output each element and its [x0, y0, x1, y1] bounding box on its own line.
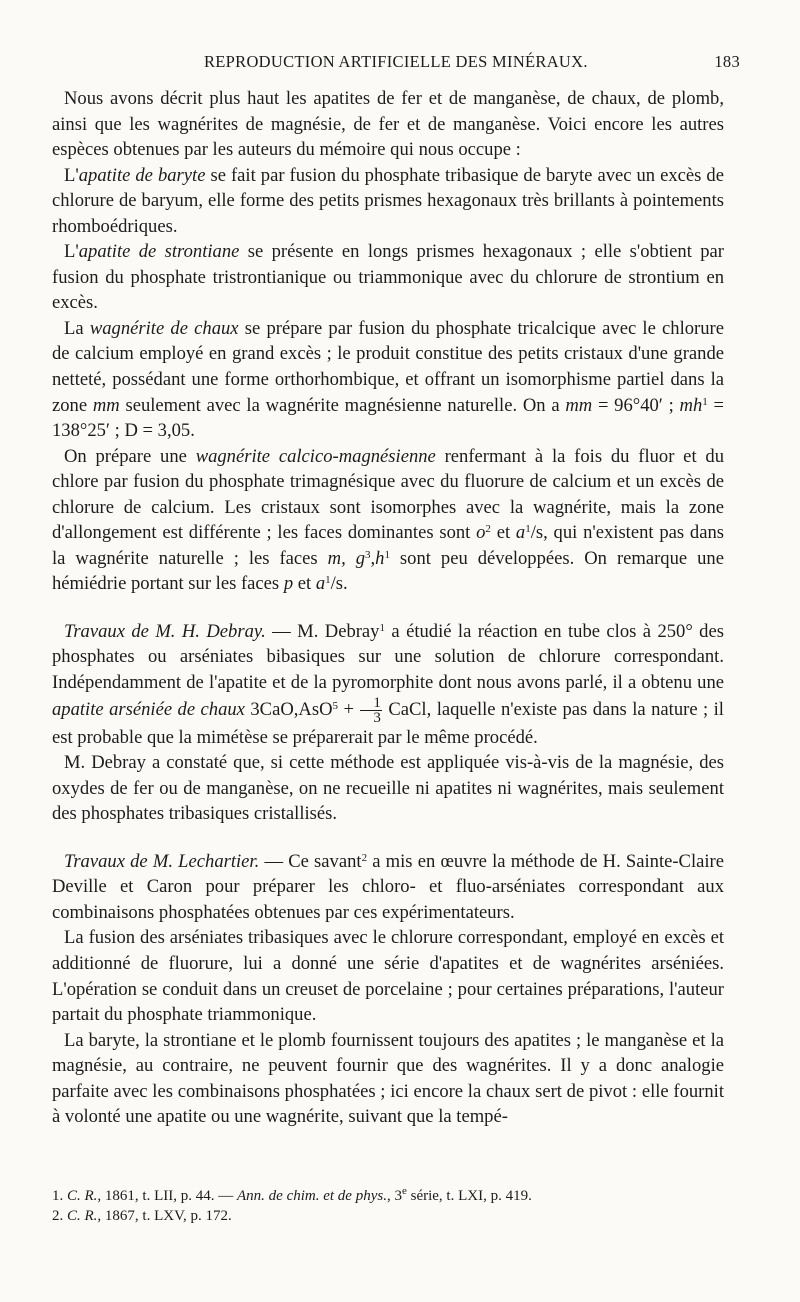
text-span: = 138°25′ ; D = 3,05.: [52, 394, 725, 442]
paragraph-lechartier: [52, 849, 724, 926]
fraction-denominator: 3: [373, 709, 381, 726]
paragraph-apatite-strontiane: [52, 239, 724, 316]
paragraph-debray: [52, 619, 724, 750]
text-span: seulement avec la wagnérite magnésienne naturelle. On a: [119, 394, 566, 416]
symbol: mm: [92, 394, 120, 416]
text-span: — M. Debray: [265, 620, 380, 642]
symbol: a: [515, 522, 526, 544]
footnote-source: C. R.: [63, 1208, 98, 1224]
text-span: et: [293, 573, 316, 595]
symbol: mm: [565, 394, 593, 416]
text-span: se prépare par fusion du phosphate tricalcique avec le chlorure de calcium employé en grand excès ; le produit constitue des petits cristaux d'une grande netteté, possédant une forme orthorhombique, et offrant un isomorphisme partiel dans la zone: [52, 317, 724, 416]
text-span: a étudié la réaction en tube clos à 250° des phosphates ou arséniates bibasiques sur une solution de chlorure correspondant. Indépendamment de l'apatite et de la pyromorphite dont nous avons parlé, il a obtenu une: [52, 620, 724, 694]
text-span: La: [64, 317, 90, 339]
symbol: a: [315, 573, 326, 595]
body-text: [52, 86, 724, 1130]
fraction-numerator: 1: [360, 696, 382, 711]
section-heading-lechartier: Travaux de M. Lechartier.: [64, 850, 260, 872]
text-span: , qui n'existent pas dans la wagnérite naturelle ; les faces: [52, 522, 724, 569]
superscript: 1: [325, 574, 331, 587]
footnote-ref: 2: [361, 851, 368, 864]
text-span: , 3: [386, 1188, 402, 1204]
footnote-source: Ann. de chim. et de phys.: [237, 1188, 387, 1204]
paragraph-intro: Nous avons décrit plus haut les apatites de fer et de manganèse, de chaux, de plomb, ainsi que les wagnérites de magnésie, de fer et de manganèse. Voici encore les autres espèces obtenues par les auteurs du mémoire qui nous occupe :: [52, 88, 724, 161]
text-span: On prépare une: [64, 445, 196, 467]
text-span: se présente en longs prismes hexagonaux ; elle s'obtient par fusion du phosphate tristrontianique ou triammonique avec du chlorure de strontium en excès.: [52, 241, 724, 314]
term-apatite-strontiane: apatite de strontiane: [78, 241, 240, 263]
symbol: o: [476, 522, 486, 544]
paragraph-wagnerite-calcico: [52, 444, 724, 597]
footnote-number: 2.: [52, 1208, 64, 1224]
header-title: REPRODUCTION ARTIFICIELLE DES MINÉRAUX.: [204, 52, 588, 71]
text-span: a mis en œuvre la méthode de H. Sainte-Claire Deville et Caron pour préparer les chloro- et fluo-arséniates correspondant aux combinaisons phosphatées obtenues par ces expérimentateurs.: [52, 850, 724, 923]
term-apatite-arseniee: apatite arséniée de chaux: [52, 698, 245, 720]
running-header: [204, 52, 740, 72]
paragraph-fusion: La fusion des arséniates tribasiques avec le chlorure correspondant, employé en excès et additionné de fluorure, lui a donné une série d'apatites et de wagnérites arséniées. L'opération se conduit dans un creuset de porcelaine ; pour certaines préparations, l'auteur partait du phosphate triammonique.: [52, 927, 724, 1026]
term-wagnerite-calcico-magnesienne: wagnérite calcico-magnésienne: [195, 445, 436, 467]
text-span: sont peu développées. On remarque une hémiédrie portant sur les faces: [52, 547, 724, 595]
footnote-1: [52, 1186, 752, 1206]
symbol: mh: [679, 394, 703, 416]
superscript: 1: [525, 523, 531, 536]
footnote-ref: 1: [379, 621, 385, 634]
paragraph-debray-2: M. Debray a constaté que, si cette méthode est appliquée vis-à-vis de la magnésie, des oxydes de fer ou de manganèse, on ne recueille ni apatites ni wagnérites, mais seulement des phosphates tribasiques cristallisés.: [52, 752, 724, 825]
text-span: , 1861, t. LII, p. 44. —: [97, 1188, 237, 1204]
superscript: 3: [365, 548, 371, 561]
text-span: +: [338, 698, 360, 720]
paragraph-baryte: La baryte, la strontiane et le plomb fournissent toujours des apatites ; le manganèse et la magnésie, au contraire, ne peuvent fournir que des wagnérites. Il y a donc analogie parfaite avec les combinaisons phosphatées ; ici encore la chaux sert de pivot : elle fournit à volonté une apatite ou une wagnérite, suivant que la tempé-: [52, 1029, 724, 1128]
footnote-2: [52, 1206, 752, 1226]
symbol: ,h: [370, 547, 385, 569]
superscript: 1: [702, 395, 708, 408]
text-span: CaCl, laquelle n'existe pas dans la nature ; il est probable que la mimétèse se préparerait par le même procédé.: [52, 698, 724, 748]
superscript: e: [401, 1185, 407, 1197]
text-span: renfermant à la fois du fluor et du chlore par fusion du phosphate trimagnésique avec du fluorure de calcium et un excès de chlorure de calcium. Les cristaux sont isomorphes avec la wagnérite, mais la zone d'allongement est différente ; les faces dominantes sont: [52, 445, 724, 544]
text-span: et: [490, 522, 516, 544]
term-wagnerite-chaux: wagnérite de chaux: [89, 317, 239, 339]
superscript: 2: [485, 523, 491, 536]
text-span: /s.: [330, 573, 348, 595]
footnote-number: 1.: [52, 1188, 64, 1204]
paragraph-wagnerite-chaux: [52, 316, 724, 444]
symbol: p: [283, 573, 294, 595]
footnote-source: C. R.: [63, 1188, 98, 1204]
text-span: série, t. LXI, p. 419.: [406, 1188, 532, 1204]
formula: 3CaO,AsO: [244, 698, 333, 720]
text-span: /s: [530, 522, 544, 544]
superscript: 1: [384, 548, 390, 561]
section-heading-debray: Travaux de M. H. Debray.: [64, 620, 266, 642]
text-span: , 1867, t. LXV, p. 172.: [97, 1208, 232, 1224]
symbol: m, g: [327, 547, 365, 569]
text-span: — Ce savant: [259, 850, 362, 872]
page-number: 183: [714, 52, 740, 71]
paragraph-apatite-baryte: [52, 163, 724, 240]
text-span: L': [64, 164, 79, 186]
term-apatite-baryte: apatite de baryte: [78, 164, 206, 186]
text-span: L': [64, 241, 79, 263]
superscript: 5: [332, 699, 339, 712]
fraction: [360, 696, 382, 725]
text-span: se fait par fusion du phosphate tribasique de baryte avec un excès de chlorure de baryum, elle forme des petits prismes hexagonaux très brillants à pointements rhomboédriques.: [52, 164, 724, 237]
text-span: = 96°40′ ;: [592, 394, 680, 416]
footnotes: [52, 1186, 752, 1226]
